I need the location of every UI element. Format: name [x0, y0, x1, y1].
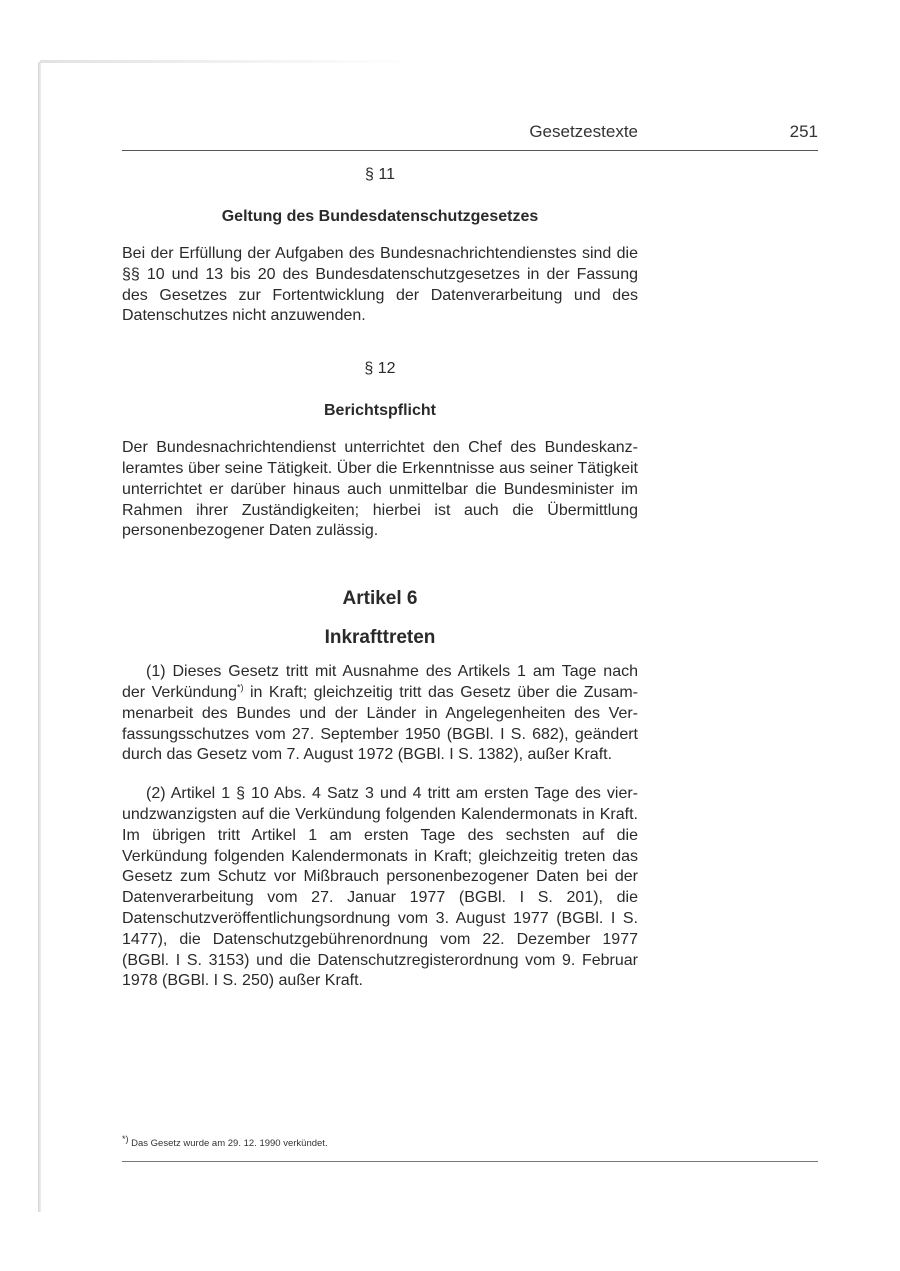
article-paragraph-2: (2) Artikel 1 § 10 Abs. 4 Satz 3 und 4 tritt am ersten Tage des vierundzwanzigsten auf die Verkündung folgenden Kalendermonats in Kraft. Im übrigen tritt Artikel 1 am ersten Tage des sechsten auf die Verkündung folgenden Kalendermonats in Kraft; gleichzeitig treten das Gesetz zum Schutz vor Mißbrauch personenbezogener Daten bei der Datenverarbeitung vom 27. Januar 1977 (BGBl. I S. 201), die Datenschutzveröffentlichungsordnung vom 3. August 1977 (BGBl. I S. 1477), die Datenschutzgebührenordnung vom 22. Dezember 1977 (BGBl. I S. 3153) und die Datenschutzregisterordnung vom 9. Februar 1978 (BGBl. I S. 250) außer Kraft. — [122, 785, 638, 990]
section-12 — [122, 359, 638, 542]
page-body — [122, 165, 638, 992]
article-number: Artikel 6 — [342, 588, 418, 610]
section-number: § 11 — [365, 166, 395, 183]
page-header — [122, 122, 818, 148]
section-title: Berichtspflicht — [323, 402, 436, 420]
footnote-text: Das Gesetz wurde am 29. 12. 1990 verkündet. — [128, 1138, 328, 1149]
scan-edge-shadow — [38, 62, 41, 1212]
section-number: § 12 — [364, 360, 396, 378]
section-text: Der Bundesnachrichtendienst unterrichtet den Chef des Bundeskanzleramtes über seine Tätigkeit. Über die Erkenntnisse aus seiner Tätigkeit unterrichtet er darüber hinaus auch unmittelbar die Bundesminister im Rahmen ihrer Zuständigkeiten; hierbei ist auch die Übermittlung personenbezogener Daten zulässig. — [122, 439, 638, 540]
footnote — [122, 1133, 328, 1149]
section-text: Bei der Erfüllung der Aufgaben des Bundesnachrichtendienstes sind die §§ 10 und 13 bis 20 des Bundesdatenschutzgesetzes in der Fassung des Gesetzes zur Fortentwicklung der Datenverarbeitung und des Datenschutzes nicht anzuwenden. — [122, 245, 638, 325]
section-title: Geltung des Bundesdatenschutzgesetzes — [221, 208, 539, 225]
header-rule — [122, 150, 818, 151]
article-title: Inkrafttreten — [324, 627, 436, 649]
paragraph-text: in Kraft; gleichzeitig tritt das Gesetz über die Zusammenarbeit des Bundes und der Länder in Angelegenheiten des Verfassungsschutzes vom 27. September 1950 (BGBl. I S. 682), geändert durch das Gesetz vom 7. August 1972 (BGBl. I S. 1382), außer Kraft. — [122, 683, 638, 764]
paragraph-text: (1) Dieses Gesetz tritt mit Ausnahme des Artikels 1 am Tage nach der Verkündung — [122, 663, 638, 701]
footnote-reference: *) — [237, 682, 244, 693]
footnote-mark: *) — [122, 1133, 129, 1144]
page-number: 251 — [789, 122, 818, 141]
article-paragraph-1 — [122, 662, 638, 766]
article-6 — [122, 588, 638, 992]
section-11 — [122, 165, 638, 327]
running-title: Gesetzestexte — [529, 122, 638, 141]
scan-top-shadow — [40, 60, 420, 63]
footnote-rule — [122, 1161, 818, 1162]
